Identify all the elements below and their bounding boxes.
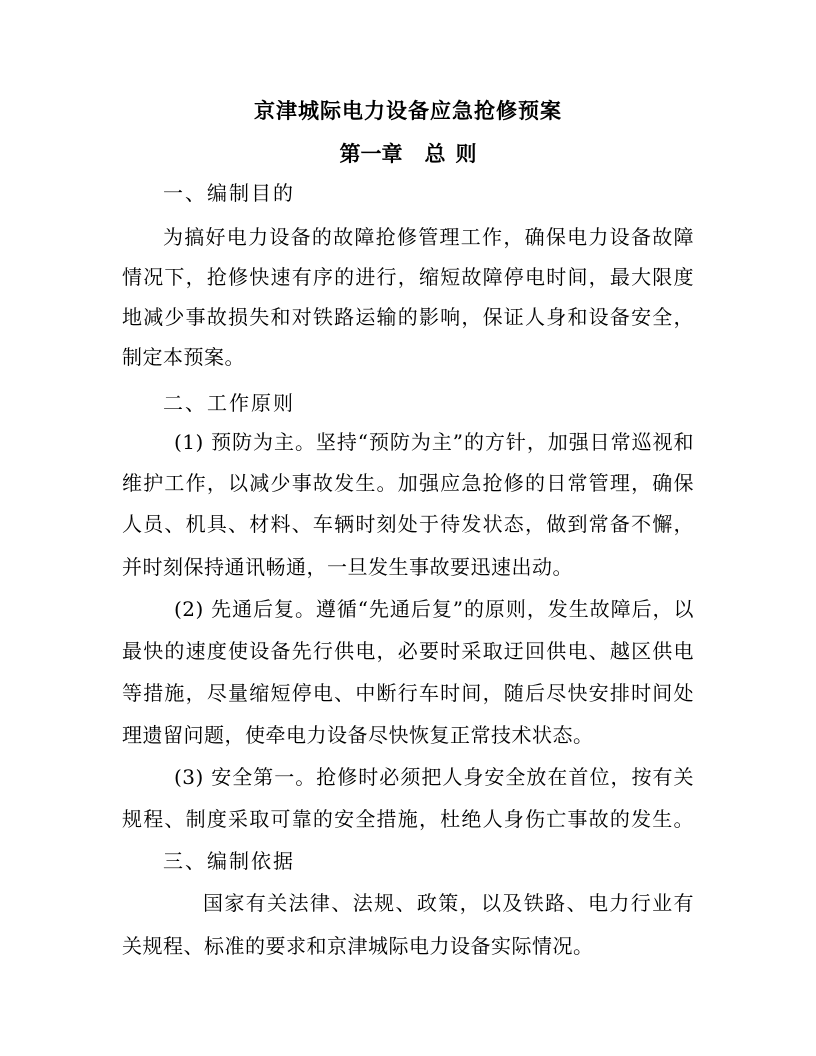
paragraph-line: (3) 安全第一。抢修时必须把人身安全放在首位，按有关 — [174, 765, 694, 789]
paragraph-line: 制定本预案。 — [122, 345, 245, 369]
section-heading-purpose: 一、编制目的 — [163, 181, 295, 205]
paragraph-line: (1) 预防为主。坚持“预防为主”的方针，加强日常巡视和 — [174, 430, 694, 454]
paragraph-line: 为搞好电力设备的故障抢修管理工作，确保电力设备故障 — [163, 225, 694, 249]
paragraph-line: (2) 先通后复。遵循“先通后复”的原则，发生故障后，以 — [174, 597, 694, 621]
paragraph-line: 规程、制度采取可靠的安全措施，杜绝人身伤亡事故的发生。 — [122, 807, 694, 831]
section-heading-basis: 三、编制依据 — [163, 849, 295, 873]
paragraph-line: 地减少事故损失和对铁路运输的影响，保证人身和设备安全， — [122, 305, 694, 329]
paragraph-line: 并时刻保持通讯畅通，一旦发生事故要迅速出动。 — [122, 555, 573, 579]
document-title: 京津城际电力设备应急抢修预案 — [254, 98, 562, 123]
paragraph-line: 等措施，尽量缩短停电、中断行车时间，随后尽快安排时间处 — [122, 681, 694, 705]
paragraph-line: 最快的速度使设备先行供电，必要时采取迂回供电、越区供电 — [122, 639, 694, 663]
paragraph-line: 理遗留问题，使牵电力设备尽快恢复正常技术状态。 — [122, 723, 594, 747]
paragraph-line: 人员、机具、材料、车辆时刻处于待发状态，做到常备不懈， — [122, 512, 694, 536]
paragraph-line: 情况下，抢修快速有序的进行，缩短故障停电时间，最大限度 — [122, 265, 694, 289]
paragraph-line: 国家有关法律、法规、政策，以及铁路、电力行业有 — [203, 891, 694, 915]
section-heading-principles: 二、工作原则 — [163, 391, 295, 415]
paragraph-line: 关规程、标准的要求和京津城际电力设备实际情况。 — [122, 934, 594, 958]
chapter-name-part2: 则 — [455, 141, 477, 166]
chapter-name-part1: 总 — [424, 141, 446, 166]
chapter-title — [0, 139, 816, 169]
paragraph-line: 维护工作，以减少事故发生。加强应急抢修的日常管理，确保 — [122, 471, 694, 495]
chapter-number: 第一章 — [339, 141, 403, 166]
